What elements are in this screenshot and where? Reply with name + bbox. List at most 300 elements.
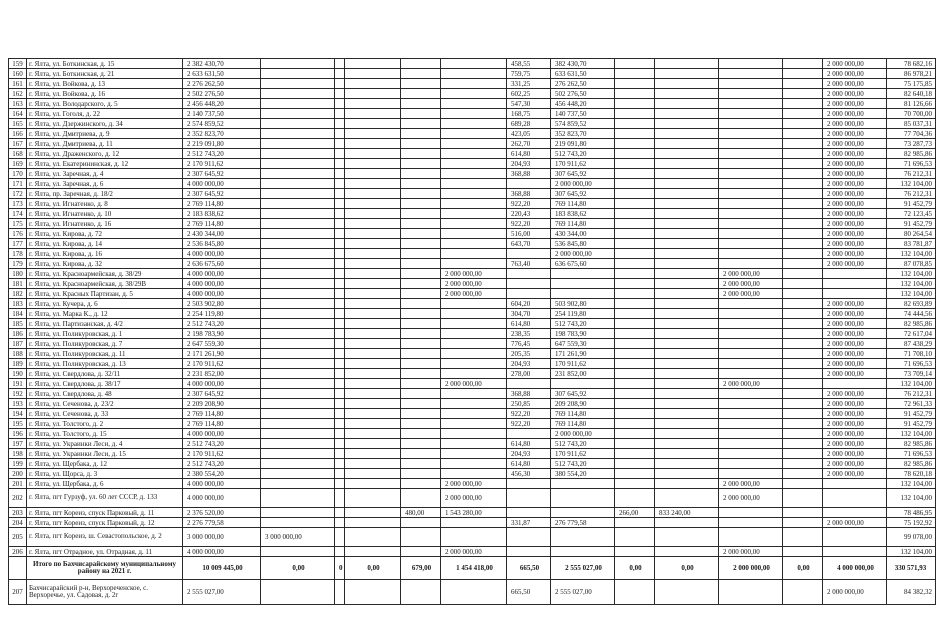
address-cell: г. Ялта, ул. Игнатенко, д. 16 (27, 219, 183, 229)
area-cell-l (783, 179, 823, 189)
cost-cell-j (655, 319, 719, 329)
area-cell-i (615, 419, 655, 429)
row-number: 159 (9, 59, 27, 69)
area-cell-g: 220,43 (507, 209, 551, 219)
area-cell-g: 922,20 (507, 419, 551, 429)
cost-per-sqm-cell: 78 682,16 (887, 59, 936, 69)
address-cell: г. Ялта, ул. Кирова, д. 32 (27, 259, 183, 269)
area-cell-g: 368,88 (507, 189, 551, 199)
area-cell-i (615, 259, 655, 269)
cost-cell-j (655, 489, 719, 508)
area-cell-b (335, 409, 345, 419)
cost-cell-a: 0,00 (261, 557, 335, 580)
cost-cell-j (655, 459, 719, 469)
table-row (9, 249, 936, 259)
cost-cell-c (345, 159, 401, 169)
area-cell-l (783, 449, 823, 459)
area-cell-l (783, 209, 823, 219)
area-cell-l (783, 59, 823, 69)
row-number: 179 (9, 259, 27, 269)
total-cost-cell: 2 376 520,00 (183, 508, 261, 518)
table-row (9, 319, 936, 329)
area-cell-d (401, 479, 441, 489)
cost-cell-m: 2 000 000,00 (823, 429, 887, 439)
cost-cell-m: 2 000 000,00 (823, 199, 887, 209)
address-cell: г. Ялта, ул. Партизанская, д. 4/2 (27, 319, 183, 329)
cost-cell-j (655, 189, 719, 199)
area-cell-i (615, 429, 655, 439)
cost-cell-j (655, 518, 719, 528)
table-row (9, 79, 936, 89)
area-cell-g: 547,30 (507, 99, 551, 109)
address-cell: г. Ялта, ул. Украинки Леси, д. 4 (27, 439, 183, 449)
area-cell-b: 0 (335, 557, 345, 580)
area-cell-g: 278,00 (507, 369, 551, 379)
cost-cell-f (441, 259, 507, 269)
area-cell-i (615, 69, 655, 79)
cost-cell-k (719, 299, 783, 309)
total-cost-cell: 2 512 743,20 (183, 459, 261, 469)
cost-cell-h: 307 645,92 (551, 189, 615, 199)
cost-cell-c (345, 429, 401, 439)
address-cell: г. Ялта, ул. Игнатенко, д. 10 (27, 209, 183, 219)
cost-cell-f (441, 329, 507, 339)
cost-cell-j (655, 169, 719, 179)
address-cell: г. Ялта, ул. Игнатенко, д. 8 (27, 199, 183, 209)
cost-cell-j: 0,00 (655, 557, 719, 580)
cost-cell-k: 2 000 000,00 (719, 479, 783, 489)
cost-cell-k (719, 119, 783, 129)
area-cell-l (783, 219, 823, 229)
cost-cell-m: 2 000 000,00 (823, 389, 887, 399)
area-cell-b (335, 279, 345, 289)
row-number: 175 (9, 219, 27, 229)
cost-cell-m: 2 000 000,00 (823, 399, 887, 409)
cost-cell-a (261, 429, 335, 439)
total-cost-cell: 2 254 119,80 (183, 309, 261, 319)
row-number: 205 (9, 528, 27, 547)
area-cell-l (783, 399, 823, 409)
cost-cell-f (441, 89, 507, 99)
cost-cell-m: 2 000 000,00 (823, 329, 887, 339)
cost-cell-a (261, 399, 335, 409)
cost-cell-f: 2 000 000,00 (441, 289, 507, 299)
cost-cell-k (719, 518, 783, 528)
table-row (9, 289, 936, 299)
cost-cell-h: 503 902,80 (551, 299, 615, 309)
cost-per-sqm-cell: 82 985,86 (887, 439, 936, 449)
area-cell-d (401, 329, 441, 339)
cost-cell-f (441, 189, 507, 199)
cost-cell-m: 2 000 000,00 (823, 299, 887, 309)
cost-cell-a (261, 309, 335, 319)
address-cell: г. Ялта, ул. Сеченова, д. 23/2 (27, 399, 183, 409)
area-cell-b (335, 449, 345, 459)
table-row (9, 179, 936, 189)
area-cell-g: 368,88 (507, 169, 551, 179)
area-cell-g (507, 379, 551, 389)
area-cell-b (335, 79, 345, 89)
area-cell-g (507, 269, 551, 279)
area-cell-i (615, 299, 655, 309)
cost-cell-k: 2 000 000,00 (719, 489, 783, 508)
area-cell-d (401, 179, 441, 189)
row-number: 168 (9, 149, 27, 159)
cost-per-sqm-cell: 82 985,86 (887, 149, 936, 159)
table-row (9, 309, 936, 319)
cost-cell-c (345, 419, 401, 429)
total-cost-cell: 2 647 559,30 (183, 339, 261, 349)
cost-cell-k (719, 449, 783, 459)
area-cell-d (401, 459, 441, 469)
cost-cell-j (655, 359, 719, 369)
cost-cell-c (345, 169, 401, 179)
area-cell-l (783, 349, 823, 359)
table-row (9, 479, 936, 489)
address-cell: г. Ялта, ул. Толстого, д. 2 (27, 419, 183, 429)
area-cell-d (401, 299, 441, 309)
table-row (9, 229, 936, 239)
address-cell: г. Ялта, ул. Красноармейская, д. 38/29 (27, 269, 183, 279)
table-body (9, 59, 936, 605)
cost-cell-c (345, 279, 401, 289)
area-cell-b (335, 399, 345, 409)
area-cell-b (335, 179, 345, 189)
cost-cell-c (345, 508, 401, 518)
cost-cell-m: 2 000 000,00 (823, 518, 887, 528)
cost-per-sqm-cell: 82 985,86 (887, 459, 936, 469)
cost-cell-c (345, 89, 401, 99)
total-cost-cell: 2 636 675,60 (183, 259, 261, 269)
row-number (9, 557, 27, 580)
area-cell-i (615, 229, 655, 239)
row-number: 206 (9, 547, 27, 557)
cost-cell-c (345, 299, 401, 309)
cost-cell-c (345, 547, 401, 557)
row-number: 177 (9, 239, 27, 249)
cost-cell-c (345, 79, 401, 89)
cost-cell-j (655, 309, 719, 319)
address-cell: г. Ялта, ул. Красноармейская, д. 38/29В (27, 279, 183, 289)
table-row (9, 239, 936, 249)
cost-cell-k: 2 000 000,00 (719, 547, 783, 557)
area-cell-i (615, 349, 655, 359)
total-cost-cell: 2 512 743,20 (183, 149, 261, 159)
total-row (9, 557, 936, 580)
area-cell-g: 204,93 (507, 449, 551, 459)
cost-cell-k (719, 309, 783, 319)
cost-cell-f (441, 429, 507, 439)
table-row (9, 399, 936, 409)
area-cell-g: 614,80 (507, 149, 551, 159)
area-cell-d (401, 469, 441, 479)
row-number: 196 (9, 429, 27, 439)
area-cell-l (783, 299, 823, 309)
table-row (9, 369, 936, 379)
cost-per-sqm-cell: 132 104,00 (887, 379, 936, 389)
address-cell: г. Ялта, ул. Кирова, д. 16 (27, 249, 183, 259)
cost-cell-a (261, 229, 335, 239)
total-cost-cell: 2 276 262,50 (183, 79, 261, 89)
total-cost-cell: 2 170 911,62 (183, 159, 261, 169)
area-cell-i (615, 329, 655, 339)
row-number: 161 (9, 79, 27, 89)
total-cost-cell: 2 502 276,50 (183, 89, 261, 99)
area-cell-g: 763,40 (507, 259, 551, 269)
table-row (9, 129, 936, 139)
table-row (9, 259, 936, 269)
area-cell-d (401, 399, 441, 409)
area-cell-b (335, 169, 345, 179)
area-cell-i (615, 99, 655, 109)
cost-cell-h: 254 119,80 (551, 309, 615, 319)
cost-per-sqm-cell: 74 444,56 (887, 309, 936, 319)
cost-per-sqm-cell: 132 104,00 (887, 479, 936, 489)
cost-cell-m: 2 000 000,00 (823, 139, 887, 149)
area-cell-g: 331,87 (507, 518, 551, 528)
area-cell-i (615, 79, 655, 89)
cost-per-sqm-cell: 91 452,79 (887, 409, 936, 419)
area-cell-b (335, 119, 345, 129)
area-cell-b (335, 528, 345, 547)
cost-per-sqm-cell: 132 104,00 (887, 179, 936, 189)
cost-cell-c (345, 449, 401, 459)
cost-cell-f (441, 139, 507, 149)
cost-per-sqm-cell: 72 961,33 (887, 399, 936, 409)
cost-cell-k (719, 99, 783, 109)
row-number: 162 (9, 89, 27, 99)
cost-cell-c (345, 349, 401, 359)
cost-cell-c (345, 99, 401, 109)
total-cost-cell: 2 380 554,20 (183, 469, 261, 479)
table-row (9, 339, 936, 349)
cost-cell-a (261, 79, 335, 89)
cost-cell-h: 769 114,80 (551, 409, 615, 419)
area-cell-i (615, 159, 655, 169)
cost-per-sqm-cell: 87 438,29 (887, 339, 936, 349)
table-row (9, 159, 936, 169)
area-cell-l (783, 309, 823, 319)
cost-cell-k (719, 239, 783, 249)
cost-cell-m: 2 000 000,00 (823, 119, 887, 129)
table-row (9, 389, 936, 399)
cost-cell-j (655, 439, 719, 449)
cost-cell-h (551, 547, 615, 557)
cost-cell-k (719, 229, 783, 239)
row-number: 176 (9, 229, 27, 239)
total-cost-cell: 2 536 845,80 (183, 239, 261, 249)
address-cell: г. Ялта, ул. Драженского, д. 12 (27, 149, 183, 159)
area-cell-l (783, 518, 823, 528)
cost-cell-c (345, 149, 401, 159)
cost-cell-a (261, 129, 335, 139)
cost-cell-h: 352 823,70 (551, 129, 615, 139)
cost-cell-k (719, 69, 783, 79)
row-number: 166 (9, 129, 27, 139)
cost-cell-m: 2 000 000,00 (823, 89, 887, 99)
total-cost-cell: 4 000 000,00 (183, 249, 261, 259)
cost-cell-j (655, 547, 719, 557)
cost-cell-a (261, 469, 335, 479)
area-cell-g (507, 479, 551, 489)
cost-cell-c (345, 479, 401, 489)
area-cell-b (335, 69, 345, 79)
area-cell-d (401, 249, 441, 259)
cost-per-sqm-cell: 75 175,85 (887, 79, 936, 89)
cost-cell-h (551, 269, 615, 279)
cost-cell-a (261, 449, 335, 459)
area-cell-g (507, 289, 551, 299)
total-cost-cell: 4 000 000,00 (183, 289, 261, 299)
cost-cell-m: 2 000 000,00 (823, 319, 887, 329)
area-cell-b (335, 319, 345, 329)
area-cell-l (783, 459, 823, 469)
row-number: 194 (9, 409, 27, 419)
area-cell-l (783, 409, 823, 419)
area-cell-i (615, 219, 655, 229)
address-cell: г. Ялта, ул. Толстого, д. 15 (27, 429, 183, 439)
area-cell-d (401, 309, 441, 319)
table-row (9, 149, 936, 159)
cost-cell-k (719, 439, 783, 449)
cost-cell-k (719, 169, 783, 179)
table-row (9, 69, 936, 79)
cost-cell-h: 170 911,62 (551, 159, 615, 169)
total-cost-cell: 2 307 645,92 (183, 169, 261, 179)
cost-cell-k (719, 369, 783, 379)
area-cell-g (507, 528, 551, 547)
cost-per-sqm-cell: 73 287,73 (887, 139, 936, 149)
area-cell-g: 776,45 (507, 339, 551, 349)
cost-cell-j (655, 269, 719, 279)
total-cost-cell: 4 000 000,00 (183, 379, 261, 389)
cost-cell-a (261, 299, 335, 309)
area-cell-i (615, 109, 655, 119)
area-cell-l (783, 580, 823, 605)
cost-per-sqm-cell: 78 620,18 (887, 469, 936, 479)
cost-cell-j (655, 528, 719, 547)
area-cell-b (335, 199, 345, 209)
area-cell-d (401, 439, 441, 449)
row-number: 163 (9, 99, 27, 109)
area-cell-g: 205,35 (507, 349, 551, 359)
address-cell: г. Ялта, ул. Боткинская, д. 15 (27, 59, 183, 69)
cost-cell-k (719, 329, 783, 339)
row-number: 182 (9, 289, 27, 299)
cost-cell-a (261, 139, 335, 149)
cost-cell-c (345, 109, 401, 119)
cost-cell-h: 647 559,30 (551, 339, 615, 349)
area-cell-l (783, 99, 823, 109)
row-number: 185 (9, 319, 27, 329)
area-cell-l (783, 279, 823, 289)
address-cell: г. Ялта, ул. Войкова, д. 13 (27, 79, 183, 89)
row-number: 174 (9, 209, 27, 219)
cost-cell-k (719, 508, 783, 518)
cost-cell-j (655, 149, 719, 159)
area-cell-i (615, 269, 655, 279)
table-row (9, 409, 936, 419)
row-number: 188 (9, 349, 27, 359)
cost-cell-k (719, 359, 783, 369)
cost-cell-f: 2 000 000,00 (441, 269, 507, 279)
cost-cell-m: 2 000 000,00 (823, 229, 887, 239)
total-cost-cell: 4 000 000,00 (183, 179, 261, 189)
cost-cell-h: 170 911,62 (551, 449, 615, 459)
address-cell: г. Ялта, ул. Кучера, д. 6 (27, 299, 183, 309)
cost-cell-f (441, 419, 507, 429)
row-number: 192 (9, 389, 27, 399)
area-cell-b (335, 379, 345, 389)
cost-cell-m: 2 000 000,00 (823, 169, 887, 179)
cost-cell-m: 2 000 000,00 (823, 419, 887, 429)
cost-cell-c (345, 369, 401, 379)
area-cell-b (335, 219, 345, 229)
area-cell-i (615, 449, 655, 459)
cost-cell-h: 307 645,92 (551, 169, 615, 179)
area-cell-b (335, 389, 345, 399)
cost-cell-k: 2 000 000,00 (719, 279, 783, 289)
cost-per-sqm-cell: 73 709,14 (887, 369, 936, 379)
area-cell-g: 423,05 (507, 129, 551, 139)
cost-cell-j (655, 119, 719, 129)
area-cell-g (507, 489, 551, 508)
cost-cell-f (441, 79, 507, 89)
cost-cell-h: 380 554,20 (551, 469, 615, 479)
cost-cell-m: 2 000 000,00 (823, 69, 887, 79)
cost-per-sqm-cell: 132 104,00 (887, 269, 936, 279)
area-cell-g: 614,80 (507, 319, 551, 329)
cost-cell-m: 2 000 000,00 (823, 439, 887, 449)
table-row (9, 349, 936, 359)
cost-cell-h: 171 261,90 (551, 349, 615, 359)
address-cell: г. Ялта, ул. Гоголя, д. 22 (27, 109, 183, 119)
address-cell: г. Ялта, ул. Поликуровская, д. 1 (27, 329, 183, 339)
cost-cell-m (823, 379, 887, 389)
area-cell-d (401, 518, 441, 528)
area-cell-d (401, 349, 441, 359)
cost-cell-f (441, 339, 507, 349)
area-cell-d (401, 239, 441, 249)
area-cell-g: 604,20 (507, 299, 551, 309)
cost-cell-f (441, 518, 507, 528)
cost-cell-k (719, 409, 783, 419)
area-cell-i: 266,00 (615, 508, 655, 518)
area-cell-g (507, 249, 551, 259)
area-cell-b (335, 429, 345, 439)
cost-cell-f: 2 000 000,00 (441, 279, 507, 289)
total-cost-cell: 2 170 911,62 (183, 359, 261, 369)
area-cell-l (783, 369, 823, 379)
cost-cell-h: 2 555 027,00 (551, 557, 615, 580)
cost-cell-m: 2 000 000,00 (823, 339, 887, 349)
area-cell-b (335, 369, 345, 379)
area-cell-g: 922,20 (507, 199, 551, 209)
cost-cell-f (441, 309, 507, 319)
cost-per-sqm-cell: 91 452,79 (887, 419, 936, 429)
cost-per-sqm-cell: 78 486,95 (887, 508, 936, 518)
row-number: 198 (9, 449, 27, 459)
cost-cell-a (261, 149, 335, 159)
address-cell: Бахчисарайский р-н, Верхореченское, с. Верхоречье, ул. Садовая, д. 2г (27, 580, 183, 605)
cost-cell-k (719, 459, 783, 469)
cost-cell-h: 219 091,80 (551, 139, 615, 149)
area-cell-b (335, 159, 345, 169)
total-cost-cell: 2 231 852,00 (183, 369, 261, 379)
area-cell-g: 456,30 (507, 469, 551, 479)
cost-cell-h: 512 743,20 (551, 459, 615, 469)
area-cell-b (335, 89, 345, 99)
